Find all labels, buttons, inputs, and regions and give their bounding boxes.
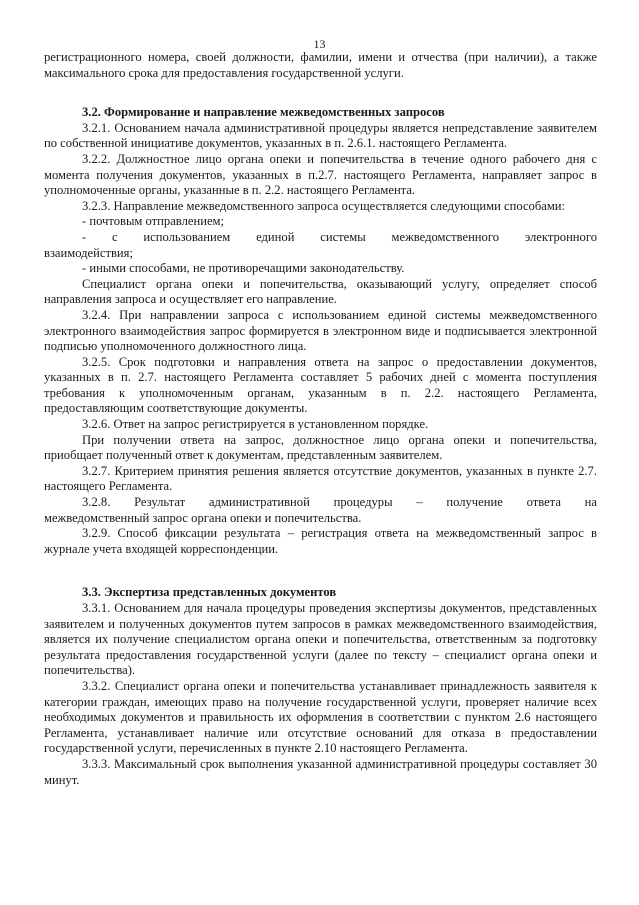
paragraph-3-3-3: 3.3.3. Максимальный срок выполнения указанной административной процедуры составляет 30 минут. xyxy=(44,756,597,787)
paragraph-3-2-6: 3.2.6. Ответ на запрос регистрируется в установленном порядке. xyxy=(82,417,429,432)
list-item-electronic-cont: взаимодействия; xyxy=(44,245,133,260)
paragraph-response: При получении ответа на запрос, должностное лицо органа опеки и попечительства, приобщает полученный ответ к документам, представленным заявителем. xyxy=(44,432,597,463)
page-content xyxy=(44,50,597,788)
paragraph-3-2-4: 3.2.4. При направлении запроса с использованием единой системы межведомственного электронного взаимодействия запрос формируется в электронном виде и подписывается электронной подписью уполномоченного должностного лица. xyxy=(44,307,597,354)
paragraph-3-2-7: 3.2.7. Критерием принятия решения является отсутствие документов, указанных в пункте 2.7. настоящего Регламента. xyxy=(44,463,597,494)
paragraph-3-2-1: 3.2.1. Основанием начала административной процедуры является непредставление заявителем по собственной инициативе документов, указанных в п. 2.6.1. настоящего Регламента. xyxy=(44,120,597,151)
section-heading-3-3: 3.3. Экспертиза представленных документов xyxy=(82,585,337,600)
paragraph-3-2-9: 3.2.9. Способ фиксации результата – регистрация ответа на межведомственный запрос в журнале учета входящей корреспонденции. xyxy=(44,526,597,556)
paragraph-3-2-8: 3.2.8. Результат административной процедуры – получение ответа на xyxy=(82,495,597,510)
paragraph-3-3-1: 3.3.1. Основанием для начала процедуры проведения экспертизы документов, представленных заявителем и полученных документов путем запросов в рамках межведомственного взаимодействия, является их получение специалистом органа опеки и попечительства, ответственным за подготовку результата предоставления государственной услуги (далее по тексту – специалист органа опеки и попечительства). xyxy=(44,601,597,678)
paragraph-3-3-2: 3.3.2. Специалист органа опеки и попечительства устанавливает принадлежность заявителя к категории граждан, имеющих право на получение государственной услуги, проверяет наличие всех необходимых документов и правильность их оформления в соответствии с пунктом 2.6 настоящего Регламента, устанавливает наличие или отсутствие оснований для отказа в предоставлении государственной услуги, перечисленных в пункте 2.10 настоящего Регламента. xyxy=(44,678,597,756)
list-item-other: - иными способами, не противоречащими законодательству. xyxy=(82,261,405,276)
paragraph-3-2-8-cont: межведомственный запрос органа опеки и попечительства. xyxy=(44,510,362,525)
paragraph-3-2-2: 3.2.2. Должностное лицо органа опеки и попечительства в течение одного рабочего дня с момента получения документов, указанных в п.2.7. настоящего Регламента, направляет запрос в уполномоченные органы, указанные в п. 2.2. настоящего Регламента. xyxy=(44,151,597,198)
section-heading-3-2: 3.2. Формирование и направление межведомственных запросов xyxy=(82,105,445,120)
list-item-mail: - почтовым отправлением; xyxy=(82,214,224,229)
page-number: 13 xyxy=(313,37,326,51)
paragraph-specialist: Специалист органа опеки и попечительства, оказывающий услугу, определяет способ направления запроса и осуществляет его направление. xyxy=(44,276,597,307)
paragraph-3-2-5: 3.2.5. Срок подготовки и направления ответа на запрос о предоставлении документов, указанных в п. 2.7. настоящего Регламента составляет 5 рабочих дней с момента поступления требования к уполномоченным органам, указанным в п. 2.2. настоящего Регламента, предоставляющим соответствующие документы. xyxy=(44,354,597,416)
list-item-electronic: - с использованием единой системы межведомственного электронного xyxy=(82,229,597,244)
paragraph-3-2-3: 3.2.3. Направление межведомственного запроса осуществляется следующими способами: xyxy=(82,198,566,213)
paragraph-continuation: регистрационного номера, своей должности, фамилии, имени и отчества (при наличии), а также максимального срока для предоставления государственной услуги. xyxy=(44,50,597,80)
